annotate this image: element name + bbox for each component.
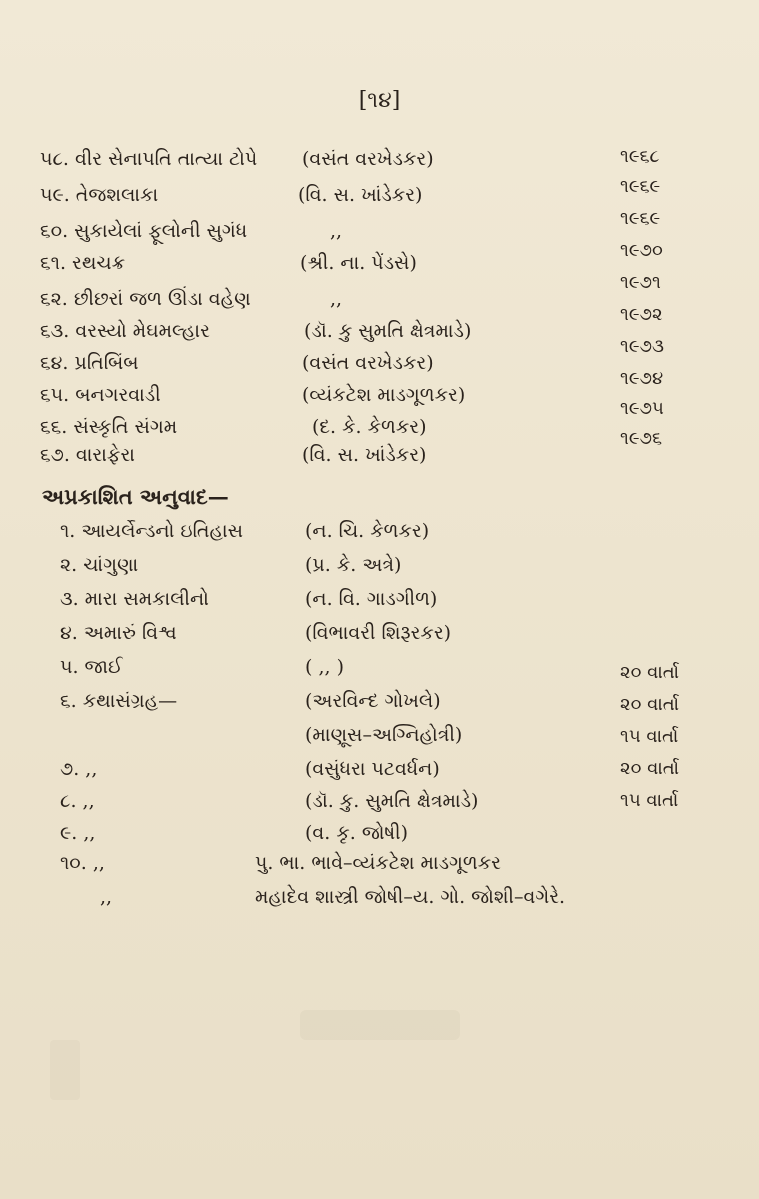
entry-year: ૧૯૭૬	[620, 428, 663, 449]
entry-title: ૨. ચાંગુણા	[60, 554, 139, 576]
entry-author: ,,	[330, 220, 343, 242]
entry-author: (વસુંધરા પટવર્ધન)	[305, 758, 440, 780]
entry-author: (વસંત વરખેડકર)	[302, 148, 434, 170]
entry-author: (વ. કૃ. જોષી)	[305, 822, 409, 844]
entry-title: ૬૫. બનગરવાડી	[40, 384, 161, 406]
entry-title: ૬૨. છીછરાં જળ ઊંડા વહેણ	[40, 288, 251, 310]
entry-title: ૩. મારા સમકાલીનો	[60, 588, 209, 610]
entry-year: ૧૯૭૨	[620, 304, 663, 325]
entry-title: ૫૯. તેજશલાકા	[40, 184, 159, 206]
entry-author: (શ્રી. ના. પેંડસે)	[300, 252, 417, 274]
entry-author: (વસંત વરખેડકર)	[302, 352, 434, 374]
entry-title: ૧૦. ,,	[60, 852, 105, 874]
entry-year: ૧૯૭૩	[620, 336, 664, 357]
entry-title: ૬૧. રથચક્ર	[40, 252, 126, 274]
entry-title: ૫૮. વીર સેનાપતિ તાત્યા ટોપે	[40, 148, 258, 170]
section-heading: અપ્રકાશિત અનુવાદ—	[42, 484, 229, 509]
entry-year: ૧૯૬૯	[620, 208, 661, 229]
entry-note: ૧૫ વાર્તા	[620, 726, 679, 747]
bleed-through-mark	[300, 1010, 460, 1040]
entry-author: (અરવિન્દ ગોખલે)	[305, 690, 441, 712]
entry-author: મહાદેવ શાસ્ત્રી જોષી–ય. ગો. જોશી–વગેરે.	[255, 886, 566, 908]
entry-title: ૫. જાઈ	[60, 656, 123, 678]
entry-author: ( ,, )	[305, 656, 344, 678]
entry-year: ૧૯૭૫	[620, 398, 664, 419]
entry-title: ૬. કથાસંગ્રહ—	[60, 690, 178, 712]
entry-author: (વ્યંકટેશ માડગૂળકર)	[302, 384, 466, 406]
entry-title: ૪. અમારું વિશ્વ	[60, 622, 177, 644]
entry-note: ૧૫ વાર્તા	[620, 790, 679, 811]
entry-title: ૧. આયર્લેન્ડનો ઇતિહાસ	[60, 520, 244, 542]
entry-title: ૮. ,,	[60, 790, 95, 812]
entry-title: ૬૪. પ્રતિબિંબ	[40, 352, 139, 374]
entry-author: (વિ. સ. ખાંડેકર)	[302, 444, 427, 466]
entry-author: (ન. વિ. ગાડગીળ)	[305, 588, 438, 610]
entry-year: ૧૯૭૦	[620, 240, 663, 261]
entry-year: ૧૯૬૮	[620, 146, 660, 167]
entry-title: ૭. ,,	[60, 758, 98, 780]
entry-author: (માણૂસ–અગ્નિહોત્રી)	[305, 724, 463, 746]
entry-note: ૨૦ વાર્તા	[620, 758, 680, 779]
entry-title: ૬૬. સંસ્કૃતિ સંગમ	[40, 416, 178, 438]
entry-title: ૬૩. વરસ્યો મેઘમલ્હાર	[40, 320, 210, 342]
entry-year: ૧૯૬૯	[620, 176, 661, 197]
entry-title: ૬૦. સુકાયેલાં ફૂલોની સુગંધ	[40, 220, 248, 242]
entry-author: ,,	[330, 288, 343, 310]
entry-note: ૨૦ વાર્તા	[620, 694, 680, 715]
entry-note: ૨૦ વાર્તા	[620, 662, 680, 683]
bleed-through-mark	[50, 1040, 80, 1100]
entry-author: (ડૉ. કુ. સુમતિ ક્ષેત્રમાડે)	[305, 790, 479, 812]
entry-author: (ડૉ. કુ સુમતિ ક્ષેત્રમાડે)	[304, 320, 472, 342]
entry-title: ૬૭. વારાફેરા	[40, 444, 135, 466]
entry-author: પુ. ભા. ભાવે–વ્યંકટેશ માડગૂળકર	[255, 852, 501, 874]
entry-author: (દ. કે. કેળકર)	[312, 416, 427, 438]
entry-year: ૧૯૭૧	[620, 272, 661, 293]
entry-author: (ન. ચિ. કેળકર)	[305, 520, 430, 542]
entry-author: (વિભાવરી શિરૂરકર)	[305, 622, 452, 644]
page-number: [૧૪]	[358, 88, 401, 113]
entry-title: ૯. ,,	[60, 822, 96, 844]
entry-year: ૧૯૭૪	[620, 368, 664, 389]
entry-author: (પ્ર. કે. અત્રે)	[305, 554, 402, 576]
entry-title: ,,	[100, 886, 113, 908]
entry-author: (વિ. સ. ખાંડેકર)	[298, 184, 423, 206]
